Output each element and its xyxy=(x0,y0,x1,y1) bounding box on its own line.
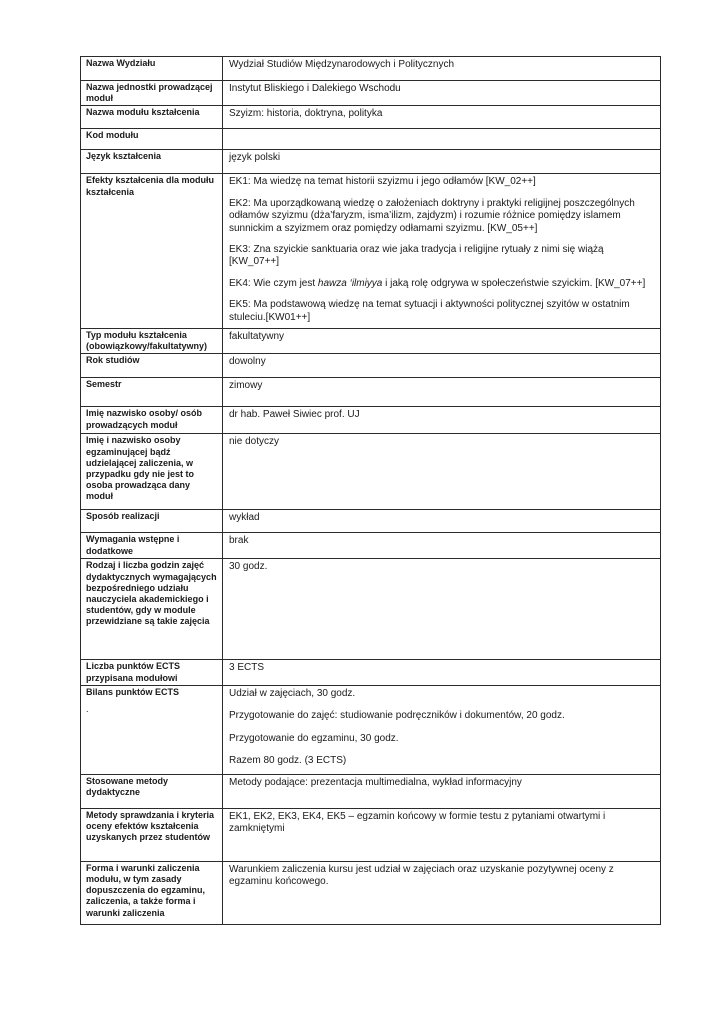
module-description-sheet xyxy=(80,56,661,925)
label-bilans-cell xyxy=(81,685,223,774)
row-kod xyxy=(81,129,661,150)
value-semestr: zimowy xyxy=(223,378,661,407)
value-typ: fakultatywny xyxy=(223,329,661,354)
label-sprawdzanie: Metody sprawdzania i kryteria oceny efektów kształcenia uzyskanych przez studentów xyxy=(81,808,223,861)
row-rok xyxy=(81,354,661,378)
value-kod xyxy=(223,129,661,150)
bilans-item-przygotowanie-egzaminu: Przygotowanie do egzaminu, 30 godz. xyxy=(229,732,399,744)
value-wydzial: Wydział Studiów Międzynarodowych i Politycznych xyxy=(223,57,661,81)
bilans-item-razem: Razem 80 godz. (3 ECTS) xyxy=(229,755,347,767)
row-forma xyxy=(81,861,661,924)
row-wymagania xyxy=(81,533,661,559)
effect-ek2: EK2: Ma uporządkowaną wiedzę o założeniach doktryny i praktyki religijnej poszczególnych odłamów szyizmu (dża’faryzm, isma’ilizm, zajdyzm) i rozumie różnice pomiędzy islamem sunnickim a szyizmem oraz pomiędzy odłamami szyizmu. [KW_05++] xyxy=(229,197,635,234)
row-semestr xyxy=(81,378,661,407)
value-efekty xyxy=(223,174,661,329)
effect-ek4-term: hawza ‘ilmiyya xyxy=(317,277,383,289)
row-typ xyxy=(81,329,661,354)
row-ects xyxy=(81,660,661,685)
label-sposob: Sposób realizacji xyxy=(81,510,223,533)
effect-ek3: EK3: Zna szyickie sanktuaria oraz wie jaka tradycja i religijne rytuały z nimi się wiążą [KW_07++] xyxy=(229,244,604,268)
row-sprawdzanie xyxy=(81,808,661,861)
row-jednostka xyxy=(81,81,661,106)
value-ects: 3 ECTS xyxy=(223,660,661,685)
value-wymagania: brak xyxy=(223,533,661,559)
label-egzaminujacy: Imię i nazwisko osoby egzaminującej bądź udzielającej zaliczenia, w przypadku gdy nie jest to osoba prowadząca dany moduł xyxy=(81,434,223,510)
label-wydzial: Nazwa Wydziału xyxy=(81,57,223,81)
row-sposob xyxy=(81,510,661,533)
row-efekty xyxy=(81,174,661,329)
row-prowadzacy xyxy=(81,407,661,434)
label-semestr: Semestr xyxy=(81,378,223,407)
value-modul: Szyizm: historia, doktryna, polityka xyxy=(223,106,661,129)
row-jezyk xyxy=(81,150,661,174)
effect-ek4-prefix: EK4: Wie czym jest xyxy=(229,277,318,289)
value-prowadzacy: dr hab. Paweł Siwiec prof. UJ xyxy=(223,407,661,434)
value-jezyk: język polski xyxy=(223,150,661,174)
label-jezyk: Język kształcenia xyxy=(81,150,223,174)
value-bilans xyxy=(223,685,661,774)
row-wydzial xyxy=(81,57,661,81)
label-godziny: Rodzaj i liczba godzin zajęć dydaktycznych wymagających bezpośredniego udziału nauczyciela akademickiego i studentów, gdy w module przewidziane są takie zajęcia xyxy=(81,559,223,660)
value-jednostka: Instytut Bliskiego i Dalekiego Wschodu xyxy=(223,81,661,106)
value-metody: Metody podające: prezentacja multimedialna, wykład informacyjny xyxy=(223,774,661,808)
label-prowadzacy: Imię nazwisko osoby/ osób prowadzących moduł xyxy=(81,407,223,434)
value-godziny: 30 godz. xyxy=(223,559,661,660)
label-jednostka: Nazwa jednostki prowadzącej moduł xyxy=(81,81,223,106)
module-table xyxy=(80,56,661,925)
bilans-item-zajecia: Udział w zajęciach, 30 godz. xyxy=(229,687,356,699)
effect-ek5: EK5: Ma podstawową wiedzę na temat sytuacji i aktywności politycznej szyitów w ostatnim stuleciu.[KW01++] xyxy=(229,299,630,323)
label-kod: Kod modułu xyxy=(81,129,223,150)
effect-ek4-suffix: i jaką rolę odgrywa w społeczeństwie szyickim. [KW_07++] xyxy=(382,277,646,289)
effect-ek1: EK1: Ma wiedzę na temat historii szyizmu i jego odłamów [KW_02++] xyxy=(229,176,536,188)
value-forma: Warunkiem zaliczenia kursu jest udział w zajęciach oraz uzyskanie pozytywnej oceny z egzaminu końcowego. xyxy=(223,861,661,924)
label-forma: Forma i warunki zaliczenia modułu, w tym zasady dopuszczenia do egzaminu, zaliczenia, a także forma i warunki zaliczenia xyxy=(81,861,223,924)
label-wymagania: Wymagania wstępne i dodatkowe xyxy=(81,533,223,559)
row-metody xyxy=(81,774,661,808)
label-modul: Nazwa modułu kształcenia xyxy=(81,106,223,129)
label-efekty: Efekty kształcenia dla modułu kształcenia xyxy=(81,174,223,329)
effect-ek4 xyxy=(229,278,654,290)
bilans-item-przygotowanie-zajec: Przygotowanie do zajęć: studiowanie podręczników i dokumentów, 20 godz. xyxy=(229,710,565,722)
label-rok: Rok studiów xyxy=(81,354,223,378)
value-sposob: wykład xyxy=(223,510,661,533)
value-rok: dowolny xyxy=(223,354,661,378)
label-bilans-note: . xyxy=(86,704,89,715)
row-modul xyxy=(81,106,661,129)
label-bilans: Bilans punktów ECTS xyxy=(86,686,180,697)
value-egzaminujacy: nie dotyczy xyxy=(223,434,661,510)
value-sprawdzanie: EK1, EK2, EK3, EK4, EK5 – egzamin końcowy w formie testu z pytaniami otwartymi i zamkniętymi xyxy=(223,808,661,861)
label-metody: Stosowane metody dydaktyczne xyxy=(81,774,223,808)
label-ects: Liczba punktów ECTS przypisana modułowi xyxy=(81,660,223,685)
row-godziny xyxy=(81,559,661,660)
row-bilans xyxy=(81,685,661,774)
label-typ: Typ modułu kształcenia (obowiązkowy/fakultatywny) xyxy=(81,329,223,354)
row-egzaminujacy xyxy=(81,434,661,510)
